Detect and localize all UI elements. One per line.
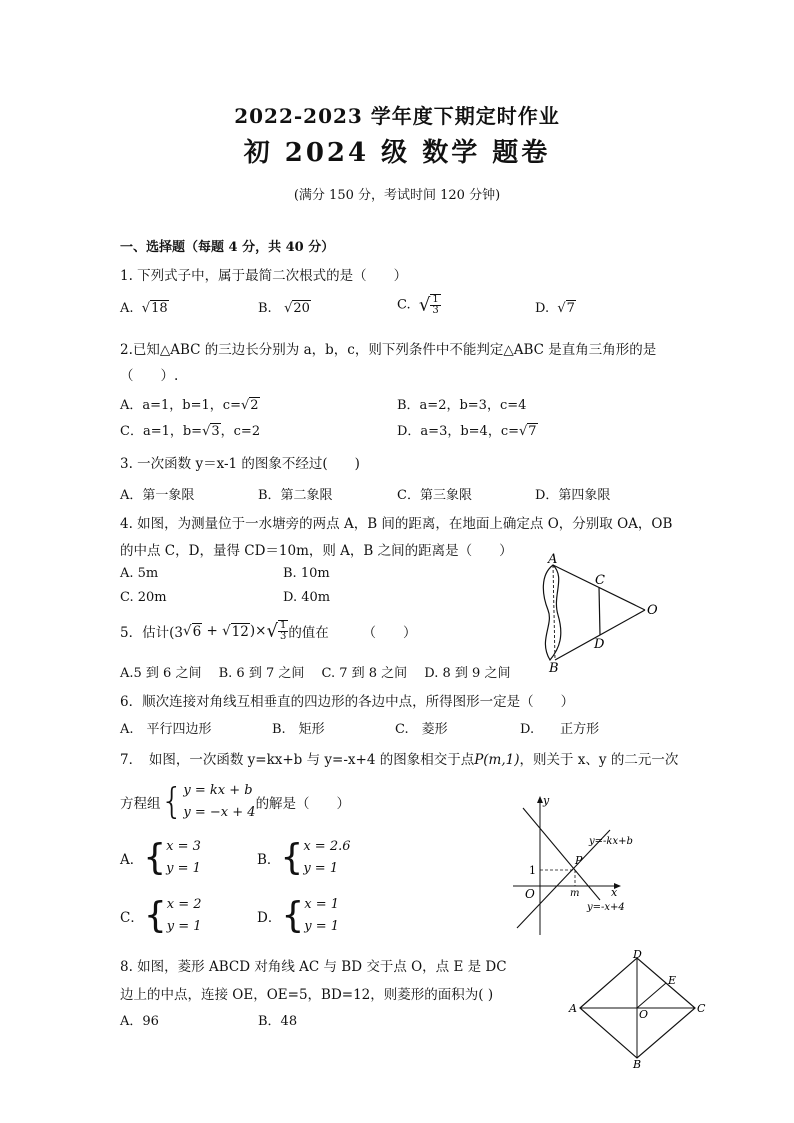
graph-p-label: P [575,854,583,867]
q6-option-d: D. 正方形 [520,722,600,737]
q5-denominator: 3 [279,631,287,642]
q7-a-y: y = 1 [166,861,201,876]
q7-option-d: D．{ x = 1 y = 1 [257,895,340,936]
q5-pre: 5．估计(3 [120,625,183,641]
rhombus-label-e: E [668,974,677,987]
question-2-cont: （ ）. [120,368,179,384]
q3-option-a: A．第一象限 [120,488,195,503]
rhombus-label-a: A [569,1002,577,1015]
rhombus-label-c: C [697,1002,706,1015]
q1-c-denominator: 3 [432,305,439,316]
q7-d-y: y = 1 [304,919,340,934]
q6-option-a: A. 平行四边形 [120,722,212,737]
fig-label-b: B [549,661,559,675]
q7-text: 7． 如图，一次函数 y=kx+b 与 y=-x+4 的图象相交于点 [120,752,475,768]
q1-c-numerator: 1 [432,294,439,305]
q4-option-d: D. 40m [283,590,331,605]
q2-a-radicand: 2 [250,398,259,413]
q7-d-x: x = 1 [304,897,339,912]
q4-option-c: C. 20m [120,590,167,605]
q7-eq-2: y = −x + 4 [183,805,256,820]
q1-a-label: A. [120,301,134,316]
q7-a-x: x = 3 [166,839,201,854]
q5-numerator: 1 [279,620,287,631]
exam-subtitle-grade: 初 2024 级 数学 题卷 [243,138,551,168]
q7-c-y: y = 1 [166,919,202,934]
q1-b-radicand: 20 [293,301,310,316]
q7-eq-1: y = kx + b [183,783,253,798]
fig-label-a: A [548,552,558,567]
q7-system-tail: 的解是（ ） [255,796,351,812]
q7-d-label: D． [257,910,282,926]
q2-c-text: C．a=1，b= [120,424,203,439]
q1-option-a: A. √18 [120,301,168,316]
question-5: 5．估计(3√6 + √12)×√ $\frac{1}{3}$ 的值在 （ ） [120,620,417,642]
q1-option-c: C. √ $\frac{1}{3}$ [397,294,439,316]
q7-a-label: A． [120,852,144,868]
question-7 [120,748,678,768]
q4-option-a: A. 5m [120,566,159,581]
q2-a-text: A．a=1，b=1，c= [120,398,241,413]
q5-tail: 的值在 （ ） [288,625,417,641]
q7-c-label: C． [120,910,144,926]
rhombus-label-b: B [633,1058,642,1070]
q7-b-label: B． [257,852,281,868]
q7-graph-figure [505,790,655,940]
q5-radicand-1: 6 [192,623,202,640]
q1-option-b: B. √20 [258,301,310,316]
q2-option-d: D．a=3，b=4，c=√7 [397,424,537,439]
q4-pond-figure [520,550,670,675]
q5-plus: + [202,623,223,639]
q1-d-radicand: 7 [566,301,575,316]
q7-option-a: A．{ x = 3 y = 1 [120,837,201,878]
q2-d-radicand: 7 [528,424,537,439]
question-4: 4. 如图，为测量位于一水塘旁的两点 A，B 间的距离，在地面上确定点 O，分别取 OA，OB [120,516,673,532]
q7-system: 方程组{ y = kx + b y = −x + 4 的解是（ ） [120,781,351,822]
q3-option-c: C．第三象限 [397,488,472,503]
q2-c-radicand: 3 [211,424,220,439]
q1-d-label: D. [535,301,550,316]
graph-line2-label: y=-x+4 [587,902,625,913]
q2-option-c: C．a=1，b=√3，c=2 [120,424,261,439]
q2-c-text-end: ，c=2 [220,424,261,439]
graph-y-label: y [543,794,550,807]
q5-radicand-2: 12 [231,623,249,640]
question-2: 2.已知△ABC 的三边长分别为 a，b，c，则下列条件中不能判定△ABC 是直角三角形的是 [120,342,657,358]
graph-tick-1: 1 [529,864,536,877]
q2-option-b: B．a=2，b=3，c=4 [397,398,527,413]
q4-option-b: B. 10m [283,566,330,581]
fig-label-c: C [595,573,605,588]
q1-option-d: D. √7 [535,301,575,316]
q7-b-x: x = 2.6 [303,839,351,854]
q3-option-d: D．第四象限 [535,488,611,503]
q2-option-a: A．a=1，b=1，c=√2 [120,398,259,413]
graph-m-label: m [570,888,580,899]
q5-times: )× [249,623,267,639]
q6-option-b: B. 矩形 [272,722,325,737]
graph-line1-label: y=-kx+b [589,836,633,847]
question-6: 6．顺次连接对角线互相垂直的四边形的各边中点，所得图形一定是（ ） [120,694,575,710]
rhombus-label-d: D [633,950,642,961]
q7-option-c: C．{ x = 2 y = 1 [120,895,202,936]
graph-origin-label: O [525,887,535,901]
q7-option-b: B．{ x = 2.6 y = 1 [257,837,351,878]
question-8-cont: 边上的中点，连接 OE，OE=5，BD=12，则菱形的面积为( ) [120,987,494,1003]
q1-a-radicand: 18 [151,301,168,316]
q1-c-label: C. [397,297,411,313]
q5-options: A.5 到 6 之间 B. 6 到 7 之间 C. 7 到 8 之间 D. 8 到 9 之间 [120,666,511,681]
exam-title: 2022-2023 学年度下期定时作业 [234,104,560,128]
question-8: 8. 如图，菱形 ABCD 对角线 AC 与 BD 交于点 O，点 E 是 DC [120,959,507,975]
q8-rhombus-figure [565,950,710,1070]
q2-d-text: D．a=3，b=4，c= [397,424,519,439]
question-3: 3. 一次函数 y＝x-1 的图象不经过( ) [120,456,360,472]
section-heading: 一、选择题（每题 4 分，共 40 分） [120,240,335,255]
q8-option-b: B．48 [258,1014,298,1029]
q7-text-end: ，则关于 x、y 的二元一次 [519,752,679,768]
fig-label-d: D [594,637,605,652]
q7-c-x: x = 2 [166,897,202,912]
graph-x-label: x [611,886,618,899]
question-1: 1. 下列式子中，属于最简二次根式的是（ ） [120,268,408,284]
q7-point: P(m,1) [474,752,520,768]
fig-label-o: O [647,603,658,618]
q7-system-label: 方程组 [120,796,161,812]
q3-option-b: B．第二象限 [258,488,333,503]
q1-b-label: B. [258,301,272,316]
exam-info: (满分 150 分，考试时间 120 分钟) [293,188,501,203]
rhombus-label-o: O [639,1008,649,1021]
q8-option-a: A．96 [120,1014,159,1029]
question-4-cont: 的中点 C，D，量得 CD＝10m，则 A，B 之间的距离是（ ） [120,543,513,559]
q7-b-y: y = 1 [303,861,339,876]
q6-option-c: C. 菱形 [395,722,448,737]
